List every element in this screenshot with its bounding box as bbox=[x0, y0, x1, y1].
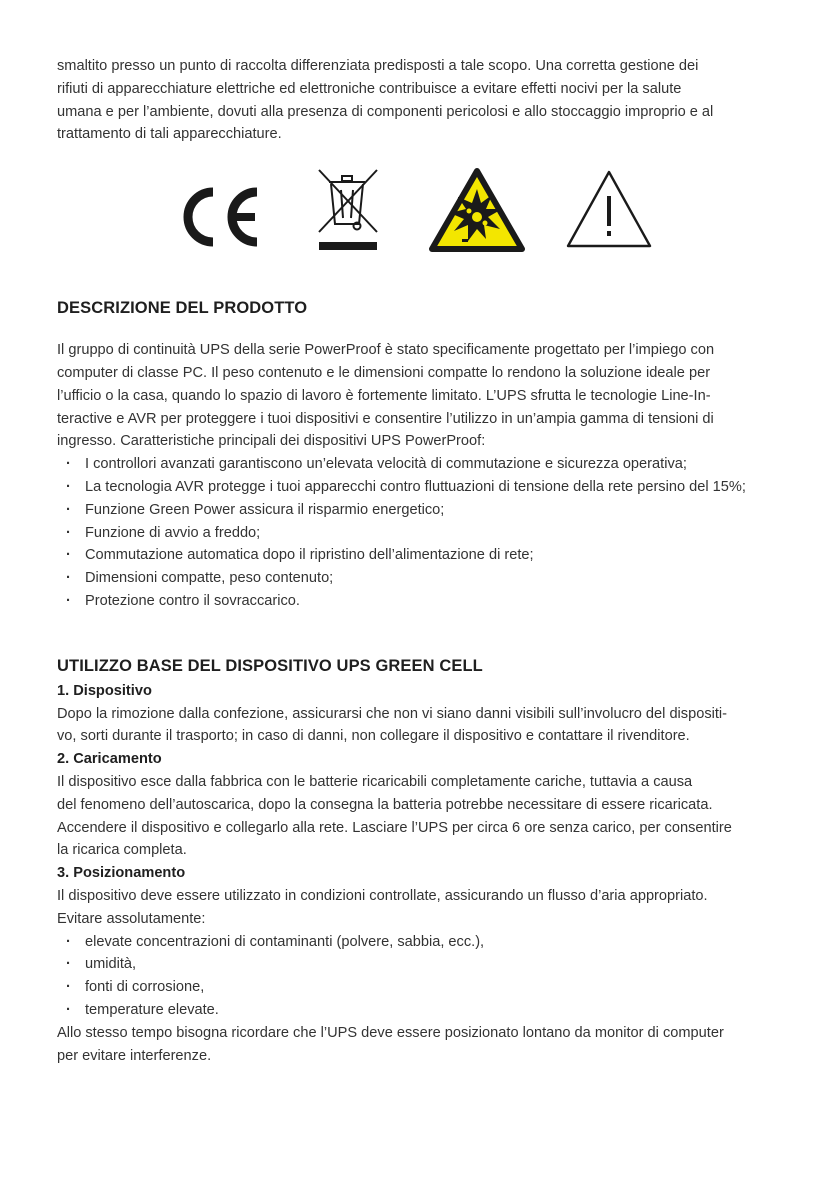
text-line: vo, sorti durante il trasporto; in caso di danni, non collegare il dispositivo e contattare il rivenditore. bbox=[57, 728, 690, 745]
text-line: Evitare assolutamente: bbox=[57, 910, 206, 927]
text-line: computer di classe PC. Il peso contenuto e le dimensioni compatte lo rendono la soluzione ideale per bbox=[57, 364, 711, 381]
text-line: rifiuti di apparecchiature elettriche ed elettroniche contribuisce a evitare effetti nocivi per la salute bbox=[57, 80, 682, 97]
text-line: Allo stesso tempo bisogna ricordare che l’UPS deve essere posizionato lontano da monitor di computer bbox=[57, 1024, 724, 1041]
certification-icons-row bbox=[57, 168, 792, 268]
text-line: del fenomeno dell’autoscarica, dopo la consegna la batteria potrebbe necessitare di essere ricaricata. bbox=[57, 796, 713, 813]
list-item: · Dimensioni compatte, peso contenuto; bbox=[66, 570, 334, 587]
description-paragraph bbox=[57, 339, 792, 453]
list-item: · umidità, bbox=[66, 956, 137, 973]
text-line: ingresso. Caratteristiche principali dei dispositivi UPS PowerProof: bbox=[57, 433, 486, 450]
explosion-warning-icon bbox=[428, 167, 526, 253]
features-list bbox=[57, 453, 792, 613]
list-item: · temperature elevate. bbox=[66, 1001, 219, 1018]
crossed-bin-icon bbox=[315, 168, 381, 254]
avoid-list bbox=[57, 931, 792, 1022]
text-line: teractive e AVR per proteggere i tuoi dispositivi e consentire l’utilizzo in un’ampia gamma di tensioni di bbox=[57, 410, 714, 427]
text-line: Dopo la rimozione dalla confezione, assicurarsi che non vi siano danni visibili sull’involucro del dispositi- bbox=[57, 705, 728, 722]
subsection-title: 2. Caricamento bbox=[57, 751, 162, 768]
text-line: per evitare interferenze. bbox=[57, 1047, 212, 1064]
text-line: l’ufficio o la casa, quando lo spazio di lavoro è fortemente limitato. L’UPS sfrutta le tecnologie Line-In- bbox=[57, 387, 711, 404]
list-item: · Funzione Green Power assicura il risparmio energetico; bbox=[66, 501, 445, 518]
document-page bbox=[57, 55, 792, 1067]
text-line: Il gruppo di continuità UPS della serie PowerProof è stato specificamente progettato per l’impiego con bbox=[57, 342, 715, 359]
text-line: trattamento di tali apparecchiature. bbox=[57, 126, 282, 143]
list-item: · Funzione di avvio a freddo; bbox=[66, 524, 261, 541]
subsection-title: 3. Posizionamento bbox=[57, 865, 186, 882]
list-item: · fonti di corrosione, bbox=[66, 979, 205, 996]
general-warning-icon bbox=[564, 168, 654, 252]
text-line: Il dispositivo deve essere utilizzato in condizioni controllate, assicurando un flusso d’aria appropriato. bbox=[57, 887, 708, 904]
section-title: UTILIZZO BASE DEL DISPOSITIVO UPS GREEN CELL bbox=[57, 656, 483, 675]
list-item: · Protezione contro il sovraccarico. bbox=[66, 592, 300, 609]
intro-paragraph bbox=[57, 55, 792, 146]
text-line: umana e per l’ambiente, dovuti alla presenza di componenti pericolosi e allo stoccaggio improprio e al bbox=[57, 103, 714, 120]
text-line: Il dispositivo esce dalla fabbrica con le batterie ricaricabili completamente cariche, tuttavia a causa bbox=[57, 773, 693, 790]
text-line: la ricarica completa. bbox=[57, 842, 187, 859]
subsection-title: 1. Dispositivo bbox=[57, 682, 152, 699]
list-item: · La tecnologia AVR protegge i tuoi apparecchi contro fluttuazioni di tensione della rete persino del 15%; bbox=[66, 478, 746, 495]
section-title: DESCRIZIONE DEL PRODOTTO bbox=[57, 299, 308, 318]
list-item: · I controllori avanzati garantiscono un’elevata velocità di commutazione e sicurezza operativa; bbox=[66, 456, 687, 473]
text-line: smaltito presso un punto di raccolta differenziata predisposti a tale scopo. Una corretta gestione dei bbox=[57, 58, 699, 74]
ce-mark-icon bbox=[175, 186, 263, 248]
list-item: · elevate concentrazioni di contaminanti (polvere, sabbia, ecc.), bbox=[66, 933, 485, 950]
text-line: Accendere il dispositivo e collegarlo alla rete. Lasciare l’UPS per circa 6 ore senza carico, per consentire bbox=[57, 819, 732, 836]
list-item: · Commutazione automatica dopo il ripristino dell’alimentazione di rete; bbox=[66, 547, 534, 564]
